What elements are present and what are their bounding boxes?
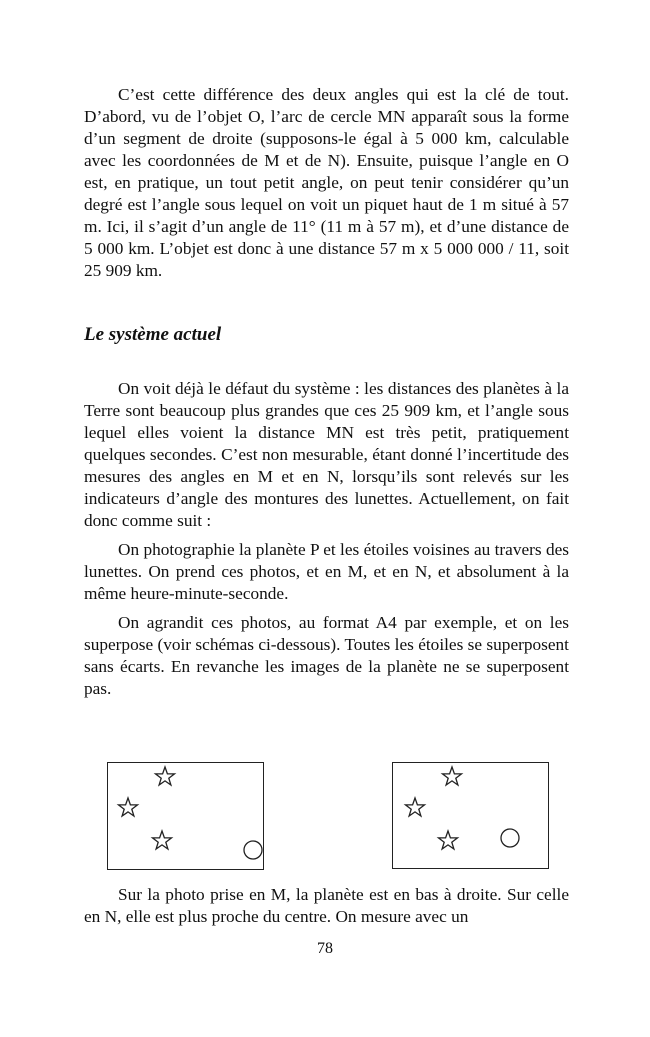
star-icon [119, 798, 138, 816]
section-measurement [84, 884, 569, 928]
photo-n-diagram [393, 763, 548, 868]
star-icon [406, 798, 425, 816]
planet-icon [244, 841, 262, 859]
star-icon [153, 831, 172, 849]
section-current-system [84, 378, 569, 700]
page-number: 78 [317, 940, 333, 957]
star-icon [156, 767, 175, 785]
section-intro [84, 84, 569, 282]
paragraph: Sur la photo prise en M, la planète est en bas à droite. Sur celle en N, elle est plus proche du centre. On mesure avec un [84, 885, 569, 926]
paragraph: C’est cette différence des deux angles qui est la clé de tout. D’abord, vu de l’objet O, l’arc de cercle MN apparaît sous la forme d’un segment de droite (supposons-le égal à 5 000 km, calculable avec les coordonnées de M et de N). Ensuite, puisque l’angle en O est, en pratique, un tout petit angle, on peut tenir considérer qu’un degré est l’angle sous lequel on voit un piquet haut de 1 m situé à 57 m. Ici, il s’agit d’un angle de 11° (11 m à 57 m), et d’une distance de 5 000 km. L’objet est donc à une distance 57 m x 5 000 000 / 11, soit 25 909 km. [84, 85, 569, 280]
photo-m-diagram [108, 763, 263, 869]
star-icon [439, 831, 458, 849]
star-icon [443, 767, 462, 785]
section-heading: Le système actuel [84, 324, 222, 345]
planet-icon [501, 829, 519, 847]
paragraph: On photographie la planète P et les étoiles voisines au travers des lunettes. On prend ces photos, et en M, et en N, et absolument à la même heure-minute-seconde. [84, 540, 569, 603]
paragraph: On voit déjà le défaut du système : les distances des planètes à la Terre sont beaucoup plus grandes que ces 25 909 km, et l’angle sous lequel elles voient la distance MN est très petit, pratiquement quelques secondes. C’est non mesurable, étant donné l’incertitude des mesures des angles en M et en N, lorsqu’ils sont relevés sur les indicateurs d’angle des montures des lunettes. Actuellement, on fait donc comme suit : [84, 379, 569, 530]
paragraph: On agrandit ces photos, au format A4 par exemple, et on les superpose (voir schémas ci-dessous). Toutes les étoiles se superposent sans écarts. En revanche les images de la planète ne se superposent pas. [84, 613, 569, 698]
figure-photo-m [107, 762, 264, 870]
figure-photo-n [392, 762, 549, 869]
